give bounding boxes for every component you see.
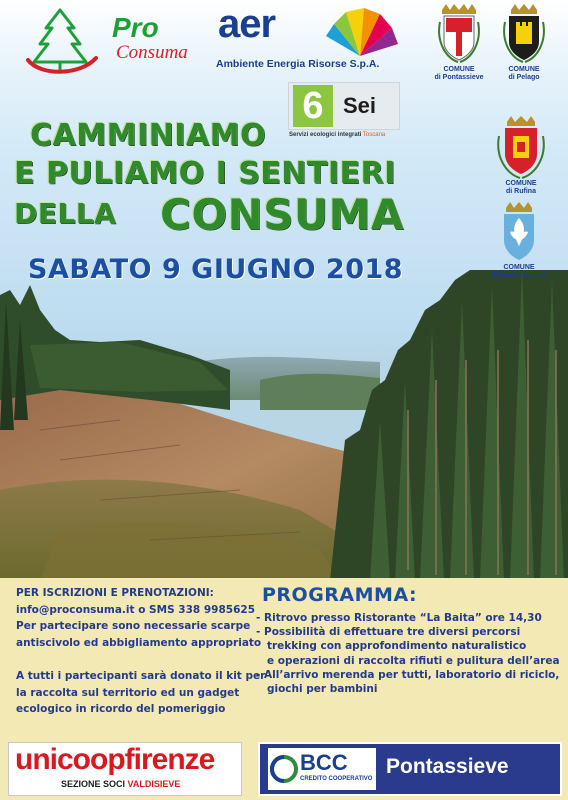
unicoop-subtitle [61,779,180,789]
color-fan-icon [320,6,400,58]
programma-item: e operazioni di raccolta rifiuti e pulitura dell’area [256,654,560,667]
comune-name: di Rufina [506,188,536,195]
unicoop-section: SEZIONE SOCI [61,779,126,789]
comune-name: di Pelago [508,74,540,81]
gift-line-3: ecologico in ricordo del pomeriggio [16,703,226,715]
bcc-place: Pontassieve [386,755,509,778]
pro-consuma-logo [20,4,195,76]
gift-info [16,668,265,718]
bcc-subtitle: CREDITO COOPERATIVO [300,776,373,782]
sei-subtitle-main: Servizi ecologici integrati [289,132,362,138]
title-line-3a: DELLA [14,197,117,230]
unicoop-logo-text: unicoopfirenze [15,743,215,776]
pontassieve-crest-icon [436,2,482,66]
programma-item: - Possibilità di effettuare tre diversi percorsi [256,626,521,639]
programma-item: giochi per bambini [256,683,378,696]
consuma-logo-text: Consuma [116,42,188,63]
tree-icon [20,6,110,76]
sei-number: 6 [293,85,333,127]
comune-pontassieve [428,2,490,82]
event-date: SABATO 9 GIUGNO 2018 [28,254,404,285]
registration-info [16,585,261,651]
pro-logo-text: Pro [112,12,159,43]
comune-line1: COMUNE [508,66,540,73]
gift-line-2: la raccolta sul territorio ed un gadget [16,686,240,699]
comune-rufina [486,114,556,196]
montemignaio-crest-icon [494,200,544,264]
registration-note-1: Per partecipare sono necessarie scarpe [16,620,251,632]
sei-logo-box [288,82,400,130]
title-line-2: E PULIAMO I SENTIERI [14,156,396,191]
sei-logo [288,82,398,144]
registration-heading: PER ISCRIZIONI E PRENOTAZIONI: [16,587,214,599]
comune-name: di Montemignaio [491,272,547,279]
unicoop-area: VALDISIEVE [127,779,181,789]
programma-item: trekking con approfondimento naturalistico [256,640,527,653]
programma-list [256,611,560,696]
unicoopfirenze-logo [8,742,242,796]
comune-pelago [494,2,554,82]
sei-subtitle-region: Toscana [362,132,386,138]
bcc-logo-text: BCC [300,750,348,775]
registration-contact: info@proconsuma.it o SMS 338 9985625 [16,603,256,616]
title-line-3b: CONSUMA [160,190,404,239]
programma-title: PROGRAMMA: [262,584,418,606]
bcc-pontassieve-logo [258,742,562,796]
programma-item: - Ritrovo presso Ristorante “La Baita” ore 14,30 [256,612,542,624]
aer-logo-text: aer [218,2,276,46]
comune-name: di Pontassieve [434,74,484,81]
comune-montemignaio [480,200,558,280]
bcc-symbol-icon [270,752,298,786]
comune-line1: COMUNE [505,180,537,187]
gift-line-1: A tutti i partecipanti sarà donato il kit per [16,670,266,682]
aer-subtitle: Ambiente Energia Risorse S.p.A. [216,58,380,70]
programma-item: - All’arrivo merenda per tutti, laboratorio di riciclo, [256,668,560,681]
forest-landscape-image [0,270,568,580]
rufina-crest-icon [495,114,547,180]
bcc-badge [268,748,376,790]
sei-subtitle [289,132,385,138]
registration-note-2: antiscivolo ed abbigliamento appropriato [16,636,262,649]
pelago-crest-icon [501,2,547,66]
comune-line1: COMUNE [503,264,535,271]
comune-line1: COMUNE [443,66,475,73]
aer-logo [212,2,407,76]
title-line-1: CAMMINIAMO [30,118,266,153]
sei-logo-text: Sei [343,93,377,118]
